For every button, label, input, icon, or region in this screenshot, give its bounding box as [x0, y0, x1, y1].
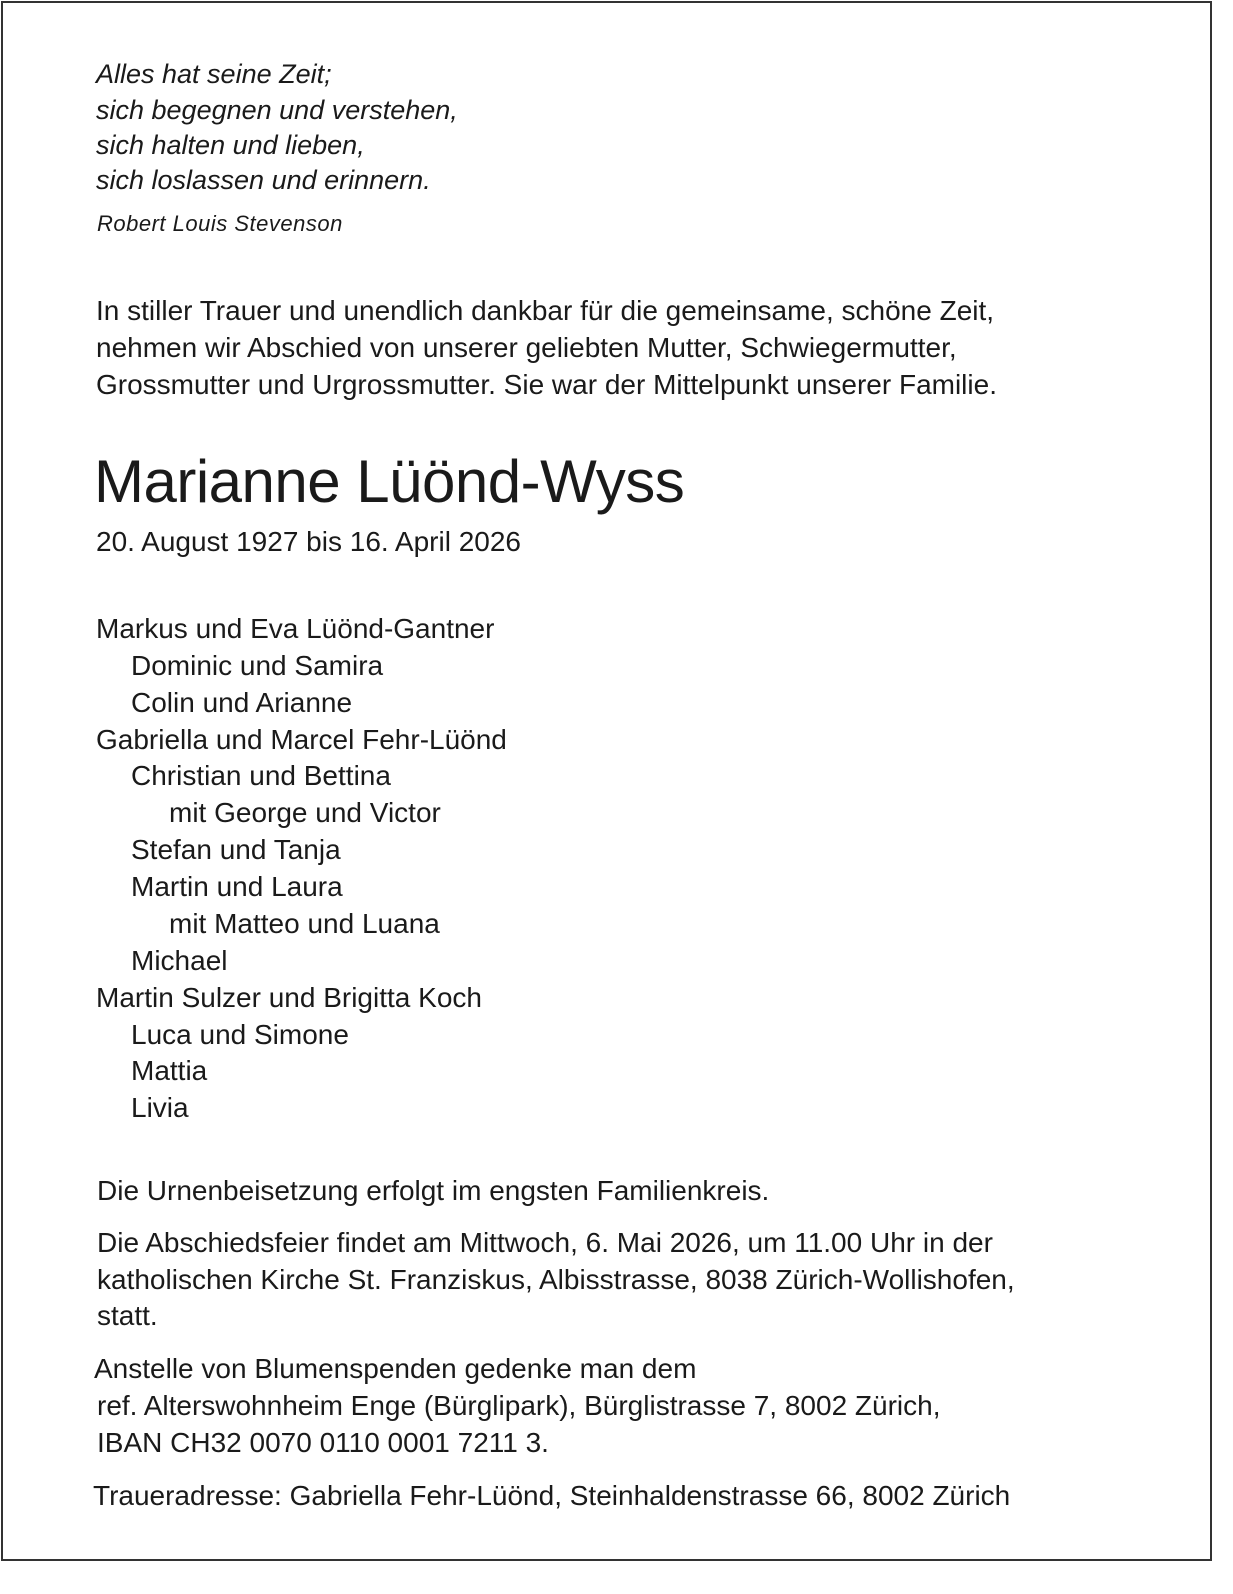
quote-line: sich halten und lieben,: [96, 130, 365, 160]
family-member: mit George und Victor: [169, 797, 441, 828]
quote-line: sich loslassen und erinnern.: [96, 165, 431, 195]
mourning-address: Traueradresse: Gabriella Fehr-Lüönd, Steinhaldenstrasse 66, 8002 Zürich: [93, 1480, 1011, 1511]
donation-line: IBAN CH32 0070 0110 0001 7211 3.: [97, 1427, 549, 1458]
life-dates: 20. August 1927 bis 16. April 2026: [96, 526, 521, 557]
family-member: mit Matteo und Luana: [169, 908, 440, 939]
quote-line: Alles hat seine Zeit;: [96, 59, 332, 89]
intro-line: Grossmutter und Urgrossmutter. Sie war der Mittelpunkt unserer Familie.: [96, 369, 997, 400]
family-member: Gabriella und Marcel Fehr-Lüönd: [96, 724, 507, 755]
burial-notice: Die Urnenbeisetzung erfolgt im engsten Familienkreis.: [97, 1175, 770, 1206]
family-member: Colin und Arianne: [131, 687, 353, 718]
family-member: Martin und Laura: [131, 871, 343, 902]
quote-author: Robert Louis Stevenson: [97, 211, 343, 236]
ceremony-line: katholischen Kirche St. Franziskus, Albisstrasse, 8038 Zürich-Wollishofen,: [97, 1264, 1015, 1295]
family-member: Stefan und Tanja: [131, 834, 341, 865]
family-member: Michael: [131, 945, 228, 976]
family-member: Dominic und Samira: [131, 650, 384, 681]
ceremony-line: Die Abschiedsfeier findet am Mittwoch, 6. Mai 2026, um 11.00 Uhr in der: [97, 1227, 993, 1258]
family-member: Livia: [131, 1092, 189, 1123]
family-member: Christian und Bettina: [131, 760, 391, 791]
intro-line: In stiller Trauer und unendlich dankbar für die gemeinsame, schöne Zeit,: [96, 295, 995, 326]
donation-line: ref. Alterswohnheim Enge (Bürglipark), Bürglistrasse 7, 8002 Zürich,: [97, 1390, 941, 1421]
quote-line: sich begegnen und verstehen,: [96, 95, 458, 125]
family-member: Martin Sulzer und Brigitta Koch: [96, 982, 482, 1013]
family-member: Markus und Eva Lüönd-Gantner: [96, 613, 495, 644]
intro-line: nehmen wir Abschied von unserer geliebten Mutter, Schwiegermutter,: [96, 332, 957, 363]
family-member: Luca und Simone: [131, 1019, 349, 1050]
family-member: Mattia: [131, 1055, 208, 1086]
deceased-name: Marianne Lüönd-Wyss: [94, 448, 685, 515]
donation-line: Anstelle von Blumenspenden gedenke man dem: [94, 1353, 697, 1384]
ceremony-line: statt.: [97, 1300, 158, 1331]
